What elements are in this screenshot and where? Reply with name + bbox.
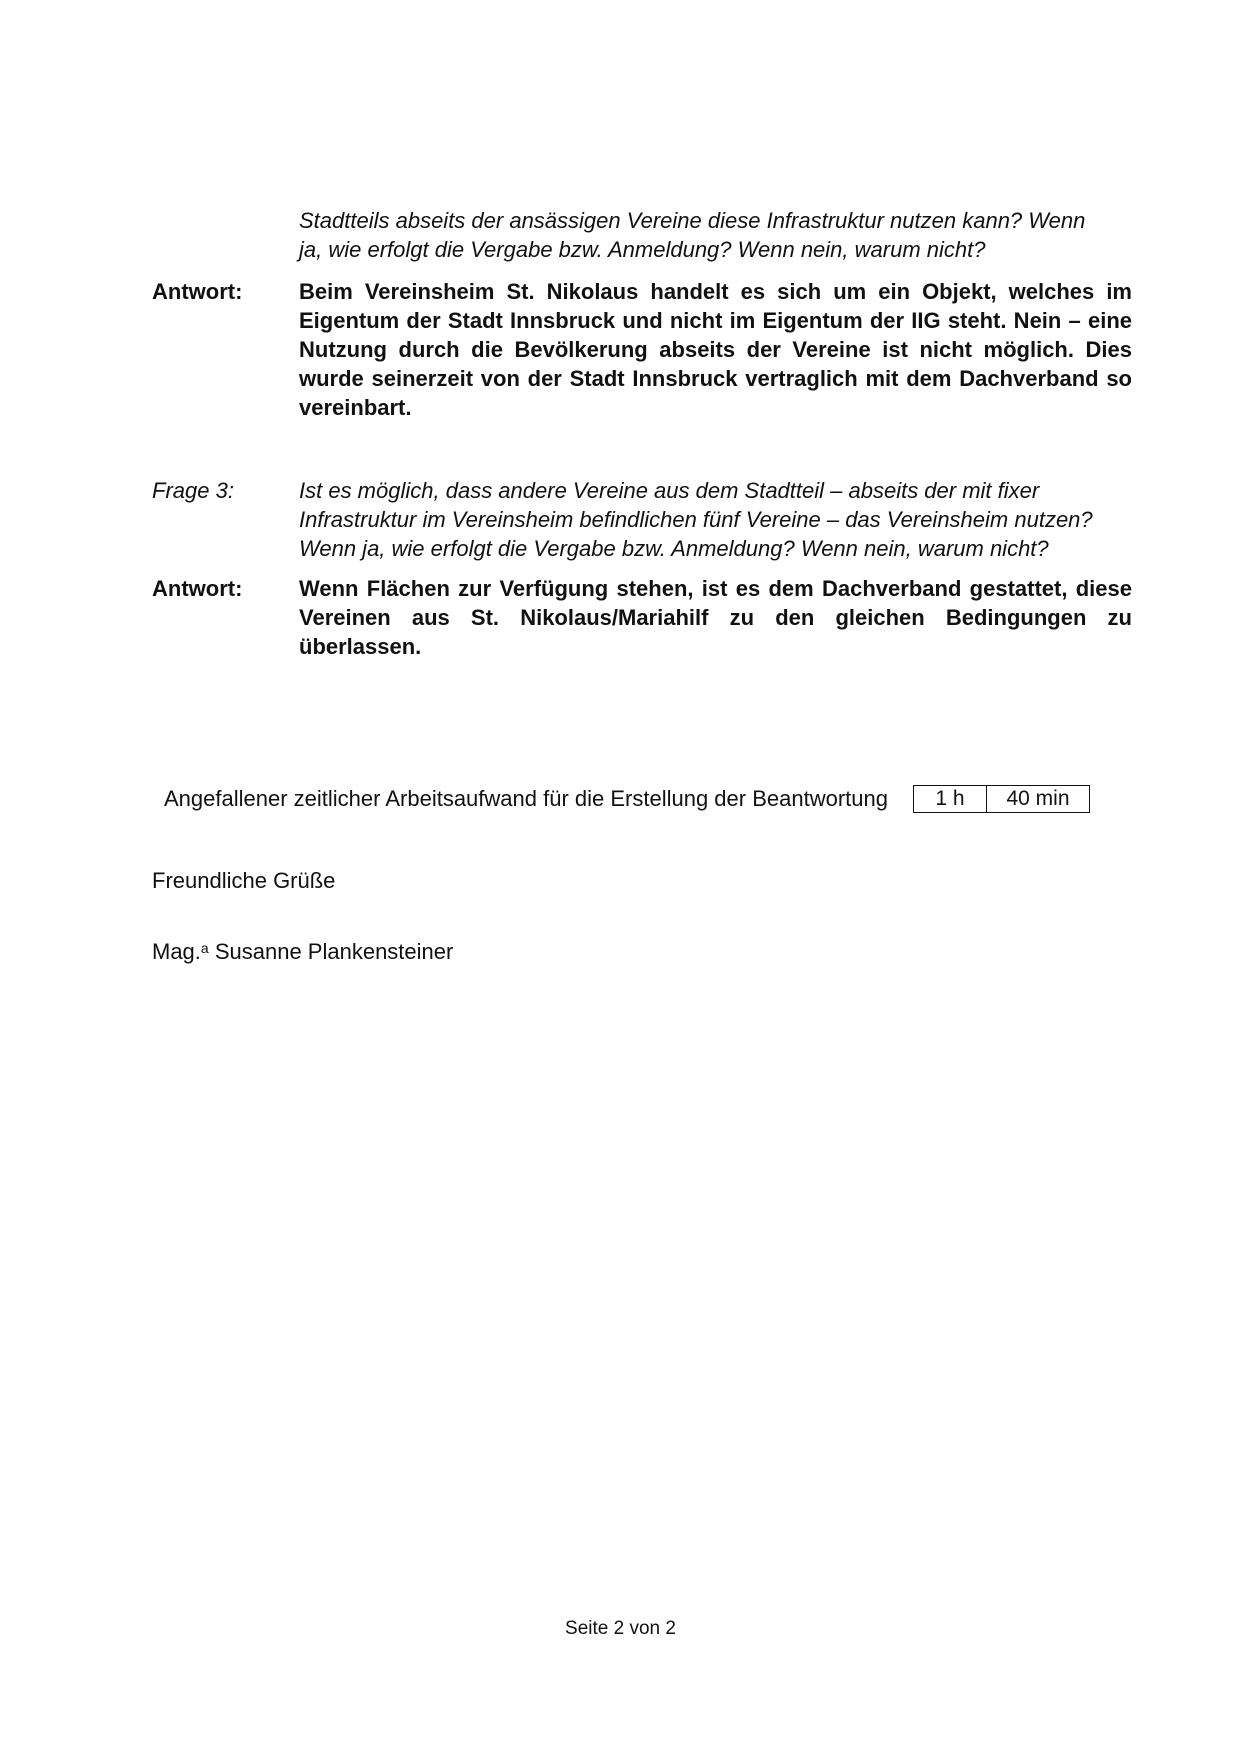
- question2-continuation: Stadtteils abseits der ansässigen Vereine diese Infrastruktur nutzen kann? Wenn ja, wie erfolgt die Vergabe bzw. Anmeldung? Wenn nein, warum nicht?: [299, 208, 1086, 262]
- answer3-label: Antwort:: [152, 576, 243, 601]
- answer2-label: Antwort:: [152, 279, 243, 304]
- answer3-block: [152, 574, 1132, 661]
- effort-row: [164, 785, 1090, 813]
- signature-name: [152, 939, 453, 965]
- question3-label: Frage 3:: [152, 478, 234, 503]
- answer2-block: [152, 277, 1132, 422]
- signature-title-suffix: a: [200, 940, 209, 956]
- effort-table: [913, 785, 1090, 813]
- question3-text: Ist es möglich, dass andere Vereine aus dem Stadtteil – abseits der mit fixer Infrastruktur im Vereinsheim befindlichen fünf Vereine – das Vereinsheim nutzen? Wenn ja, wie erfolgt die Vergabe bzw. Anmeldung? Wenn nein, warum nicht?: [299, 478, 1093, 561]
- effort-hours: 1 h: [913, 786, 986, 813]
- effort-label: Angefallener zeitlicher Arbeitsaufwand für die Erstellung der Beantwortung: [164, 786, 888, 811]
- answer3-text: Wenn Flächen zur Verfügung stehen, ist es dem Dachverband gestattet, diese Vereinen aus St. Nikolaus/Mariahilf zu den gleichen Bedingungen zu überlassen.: [299, 576, 1132, 659]
- signature-person: Susanne Plankensteiner: [214, 939, 454, 964]
- question3-block: [152, 476, 1132, 563]
- signature-title: Mag.: [152, 939, 201, 964]
- effort-minutes: 40 min: [986, 786, 1089, 813]
- answer2-text: Beim Vereinsheim St. Nikolaus handelt es sich um ein Objekt, welches im Eigentum der Stadt Innsbruck und nicht im Eigentum der IIG steht. Nein – eine Nutzung durch die Bevölkerung abseits der Vereine ist nicht möglich. Dies wurde seinerzeit von der Stadt Innsbruck vertraglich mit dem Dachverband so vereinbart.: [299, 279, 1132, 420]
- page-number: Seite 2 von 2: [565, 1618, 676, 1639]
- greeting: Freundliche Grüße: [152, 868, 336, 893]
